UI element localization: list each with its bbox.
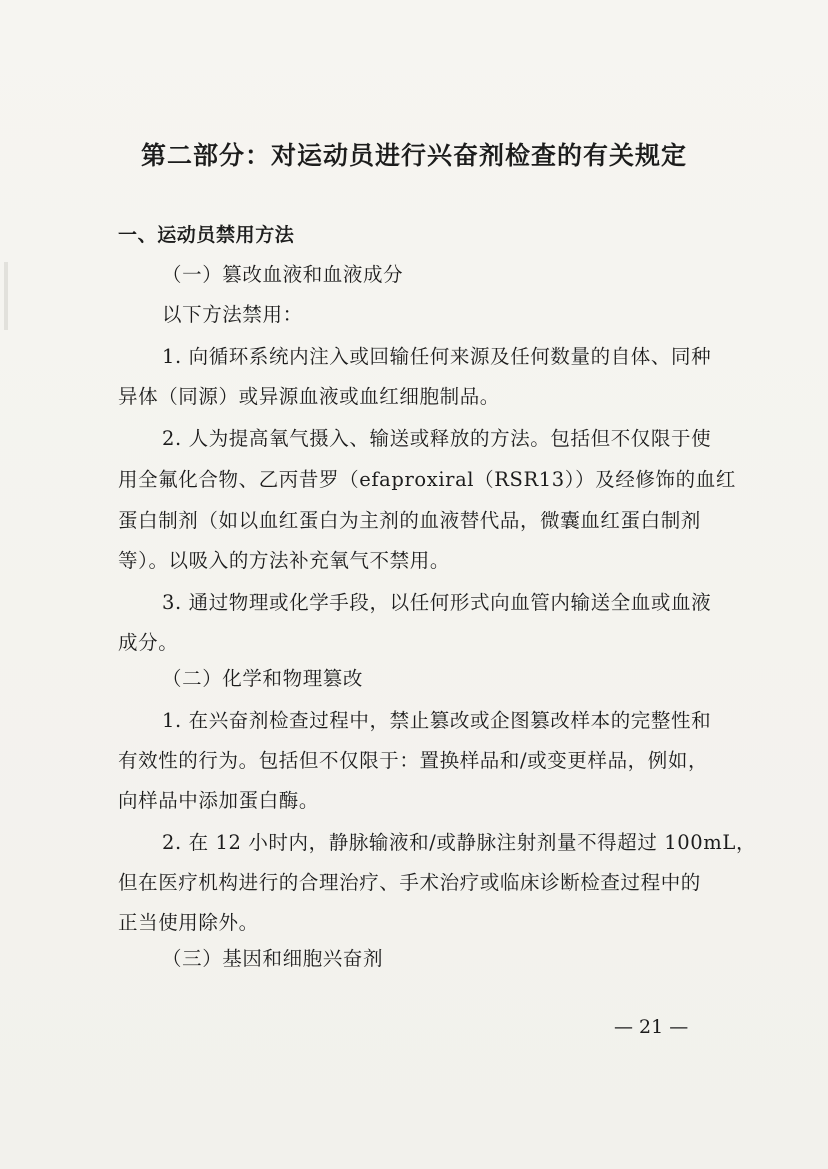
paragraph-line: 向样品中添加蛋白酶。 [118,789,320,812]
paragraph-line: 正当使用除外。 [118,911,259,934]
page-number: — 21 — [614,1016,689,1038]
subsection-heading-tampering: （二）化学和物理篡改 [162,667,364,690]
page-title: 第二部分：对运动员进行兴奋剂检查的有关规定 [140,141,687,170]
paragraph-line: 2. 人为提高氧气摄入、输送或释放的方法。包括但不仅限于使 [162,427,712,450]
paragraph-line: 但在医疗机构进行的合理治疗、手术治疗或临床诊断检查过程中的 [118,871,701,894]
paragraph-line: 成分。 [118,631,179,654]
subsection-heading-gene-doping: （三）基因和细胞兴奋剂 [162,947,384,970]
section-heading-banned-methods: 一、运动员禁用方法 [118,224,295,246]
paragraph-line: 1. 向循环系统内注入或回输任何来源及任何数量的自体、同种 [162,345,712,368]
paragraph-line: 用全氟化合物、乙丙昔罗（efaproxiral（RSR13））及经修饰的血红 [118,468,736,491]
paragraph-line: 等）。以吸入的方法补充氧气不禁用。 [118,549,450,572]
paragraph-line: 1. 在兴奋剂检查过程中，禁止篡改或企图篡改样本的完整性和 [162,709,712,732]
paragraph-line: 异体（同源）或异源血液或血红细胞制品。 [118,385,500,408]
intro-text: 以下方法禁用： [162,303,303,326]
paragraph-line: 3. 通过物理或化学手段，以任何形式向血管内输送全血或血液 [162,591,712,614]
subsection-heading-blood: （一）篡改血液和血液成分 [162,263,404,286]
paragraph-line: 蛋白制剂（如以血红蛋白为主剂的血液替代品，微囊血红蛋白制剂 [118,509,701,532]
paragraph-line: 2. 在 12 小时内，静脉输液和/或静脉注射剂量不得超过 100mL， [162,831,757,854]
paragraph-line: 有效性的行为。包括但不仅限于：置换样品和/或变更样品，例如， [118,749,709,772]
punch-hole-mark [4,292,8,330]
